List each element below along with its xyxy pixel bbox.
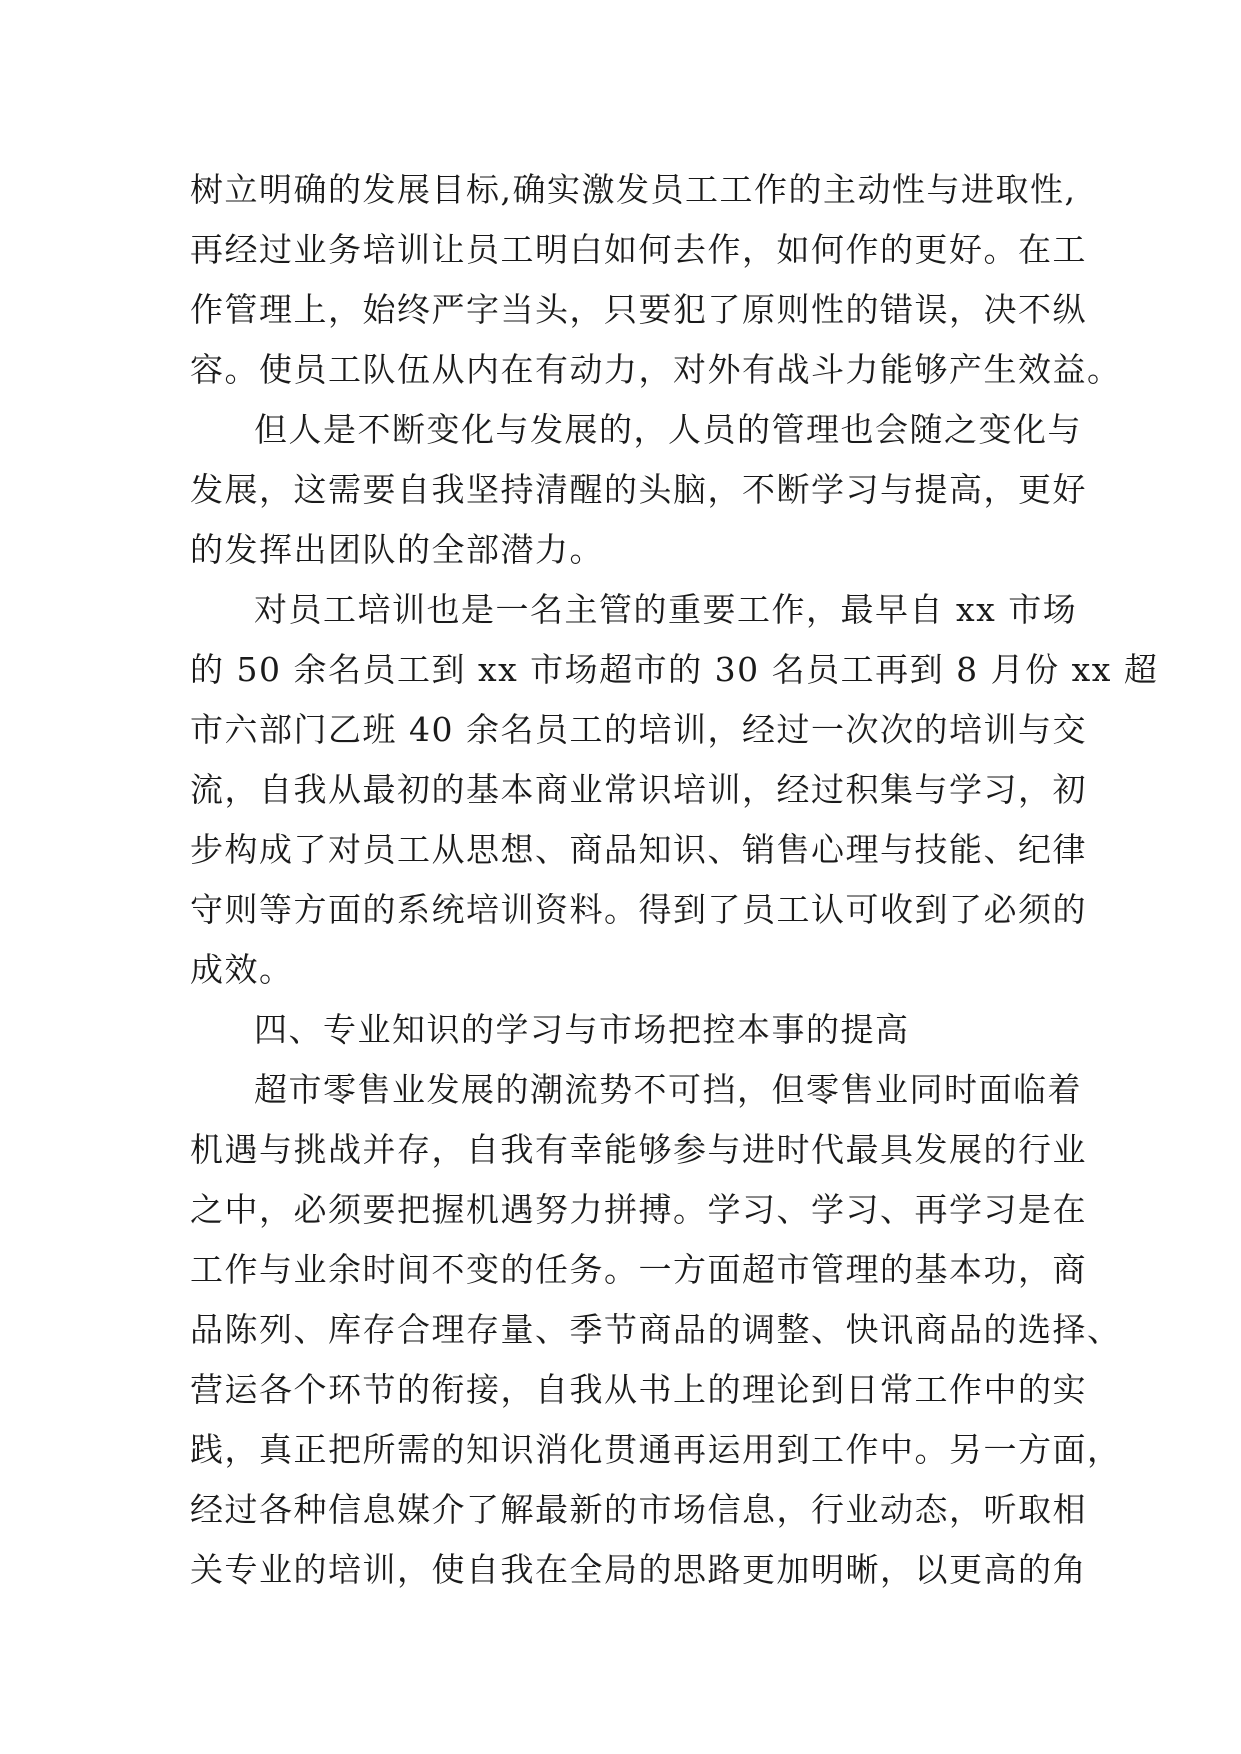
text-line: 经过各种信息媒介了解最新的市场信息，行业动态，听取相	[190, 1490, 1087, 1529]
text-line: 守则等方面的系统培训资料。得到了员工认可收到了必须的	[190, 890, 1087, 929]
section-heading: 四、专业知识的学习与市场把控本事的提高	[254, 1010, 910, 1049]
paragraph-first-line: 但人是不断变化与发展的，人员的管理也会随之变化与	[254, 410, 1082, 449]
text-line: 之中，必须要把握机遇努力拼搏。学习、学习、再学习是在	[190, 1190, 1087, 1229]
text-line: 工作与业余时间不变的任务。一方面超市管理的基本功，商	[190, 1250, 1087, 1289]
text-line: 作管理上，始终严字当头，只要犯了原则性的错误，决不纵	[190, 290, 1087, 329]
text-line: 步构成了对员工从思想、商品知识、销售心理与技能、纪律	[190, 830, 1087, 869]
text-line: 的发挥出团队的全部潜力。	[190, 530, 604, 569]
text-line: 流，自我从最初的基本商业常识培训，经过积集与学习，初	[190, 770, 1087, 809]
text-line: 成效。	[190, 950, 294, 989]
body-text	[190, 160, 1159, 1600]
text-line: 营运各个环节的衔接，自我从书上的理论到日常工作中的实	[190, 1370, 1087, 1409]
text-line: 品陈列、库存合理存量、季节商品的调整、快讯商品的选择、	[190, 1310, 1122, 1349]
text-line: 关专业的培训，使自我在全局的思路更加明晰，以更高的角	[190, 1550, 1087, 1589]
paragraph-first-line: 对员工培训也是一名主管的重要工作，最早自 xx 市场	[254, 590, 1078, 629]
text-line: 的 50 余名员工到 xx 市场超市的 30 名员工再到 8 月份 xx 超	[190, 650, 1159, 689]
text-line: 再经过业务培训让员工明白如何去作，如何作的更好。在工	[190, 230, 1087, 269]
text-line: 践，真正把所需的知识消化贯通再运用到工作中。另一方面，	[190, 1430, 1122, 1469]
paragraph-first-line: 超市零售业发展的潮流势不可挡，但零售业同时面临着	[254, 1070, 1082, 1109]
text-line: 容。使员工队伍从内在有动力，对外有战斗力能够产生效益。	[190, 350, 1122, 389]
text-line: 发展，这需要自我坚持清醒的头脑，不断学习与提高，更好	[190, 470, 1087, 509]
text-line: 树立明确的发展目标,确实激发员工工作的主动性与进取性,	[190, 170, 1077, 209]
text-line: 机遇与挑战并存，自我有幸能够参与进时代最具发展的行业	[190, 1130, 1087, 1169]
text-line: 市六部门乙班 40 余名员工的培训，经过一次次的培训与交	[190, 710, 1087, 749]
